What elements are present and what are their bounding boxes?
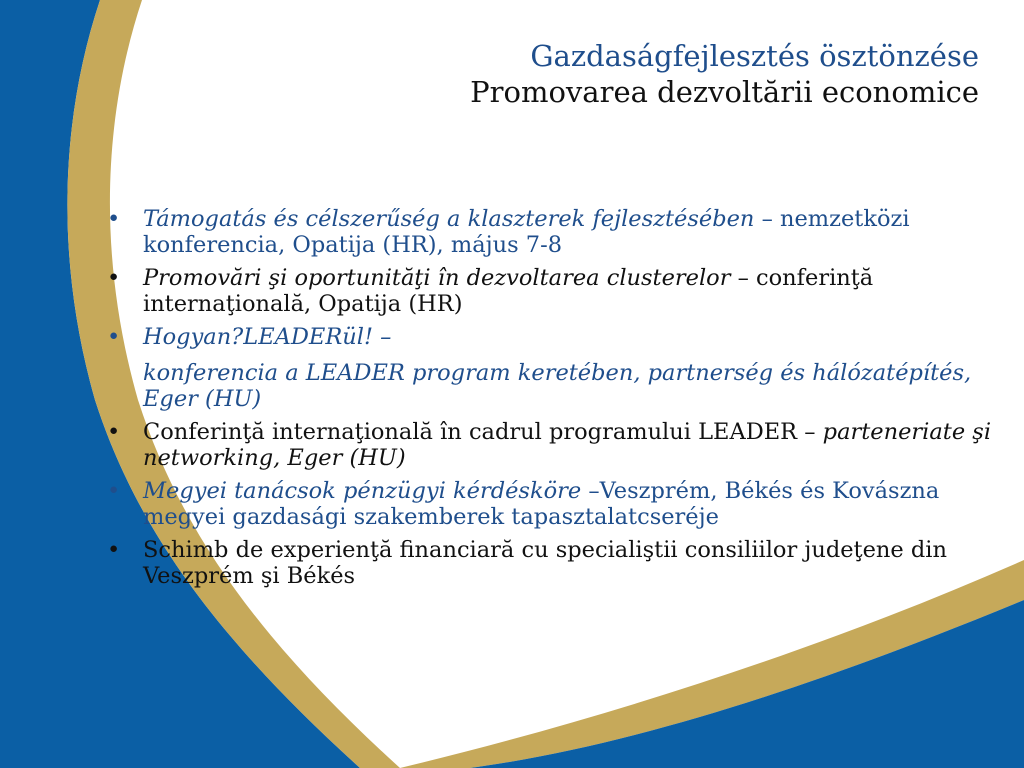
bullet-dot: • <box>107 537 121 563</box>
bullet-dot: • <box>107 324 121 350</box>
bullet-dot: • <box>107 206 121 232</box>
slide-title <box>279 38 979 110</box>
bullet-list <box>105 206 1015 596</box>
list-item: • Támogatás és célszerűség a klaszterek fejlesztésében – nemzetközi konferencia, Opatija (HR), május 7-8 <box>107 206 910 258</box>
list-item: • Schimb de experienţă financiară cu specialiştii consiliilor judeţene din Veszprém şi Békés <box>107 537 947 589</box>
list-item-continuation: konferencia a LEADER program keretében, partnerség és hálózatépítés, Eger (HU) <box>143 360 972 412</box>
list-item: • Megyei tanácsok pénzügyi kérdésköre –Veszprém, Békés és Kovászna megyei gazdasági szakemberek tapasztalatcseréje <box>107 478 940 530</box>
title-hungarian: Gazdaságfejlesztés ösztönzése <box>530 39 979 73</box>
bullet-dot: • <box>107 265 121 291</box>
title-romanian: Promovarea dezvoltării economice <box>470 75 979 109</box>
list-item: • Hogyan?LEADERül! – <box>107 324 392 350</box>
bullet-dot: • <box>107 478 121 504</box>
list-item: • Promovări şi oportunităţi în dezvoltarea clusterelor – conferinţă internaţională, Opatija (HR) <box>107 265 874 317</box>
bullet-dot: • <box>107 419 121 445</box>
list-item: • Conferinţă internaţională în cadrul programului LEADER – parteneriate şi networking, Eger (HU) <box>107 419 992 471</box>
